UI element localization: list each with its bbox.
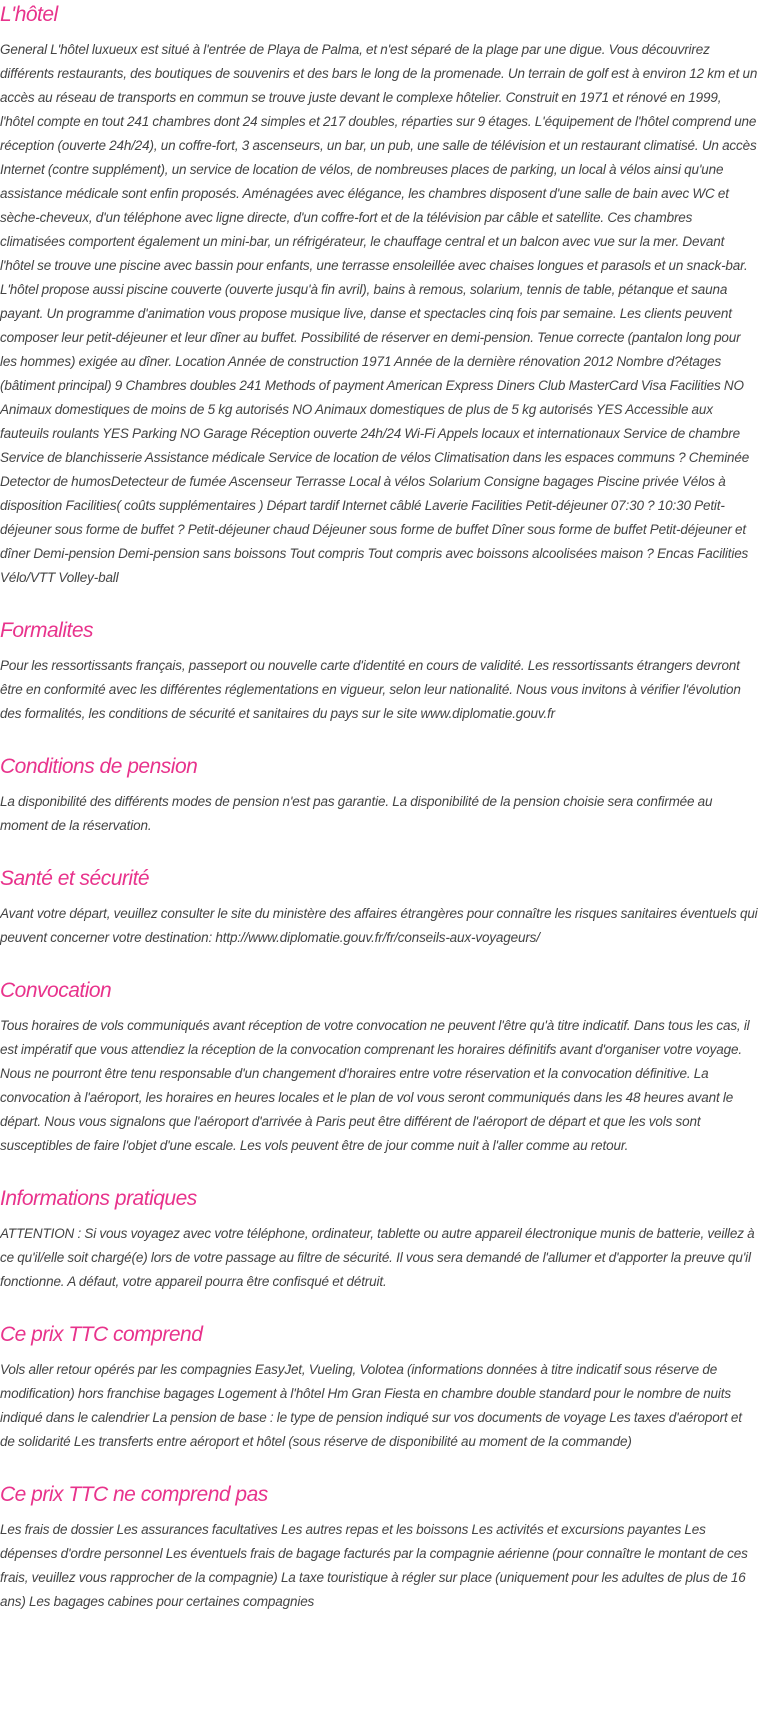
section-sante-securite — [0, 864, 758, 950]
section-body-informations-pratiques: ATTENTION : Si vous voyagez avec votre téléphone, ordinateur, tablette ou autre appareil électronique munis de batterie, veillez à ce qu'il/elle soit chargé(e) lors de votre passage au filtre de sécurité. Il vous sera demandé de l'allumer et d'apporter la preuve qu'il fonctionne. A défaut, votre appareil pourra être confisqué et détruit. — [0, 1226, 755, 1289]
section-formalites — [0, 616, 758, 726]
section-title-sante-securite: Santé et sécurité — [0, 867, 150, 890]
section-body-formalites: Pour les ressortissants français, passeport ou nouvelle carte d'identité en cours de validité. Les ressortissants étrangers devront être en conformité avec les différentes réglementations en vigueur, selon leur nationalité. Nous vous invitons à vérifier l'évolution des formalités, les conditions de sécurité et sanitaires du pays sur le site www.diplomatie.gouv.fr — [0, 658, 741, 721]
section-conditions-pension — [0, 752, 758, 838]
section-title-formalites: Formalites — [0, 619, 94, 642]
section-title-convocation: Convocation — [0, 979, 112, 1002]
section-body-convocation: Tous horaires de vols communiqués avant réception de votre convocation ne peuvent l'être qu'à titre indicatif. Dans tous les cas, il est impératif que vous attendiez la réception de la convocation comprenant les horaires définitifs avant d'organiser votre voyage. Nous ne pourront être tenu responsable d'un changement d'horaires entre votre réservation et la convocation définitive. La convocation à l'aéroport, les horaires en heures locales et le plan de vol vous seront communiqués dans les 48 heures avant le départ. Nous vous signalons que l'aéroport d'arrivée à Paris peut être différent de l'aéroport de départ et que les vols sont susceptibles de faire l'objet d'une escale. Les vols peuvent être de jour comme nuit à l'aller comme au retour. — [0, 1018, 750, 1153]
section-title-hotel: L'hôtel — [0, 3, 58, 26]
section-body-hotel: General L'hôtel luxueux est situé à l'entrée de Playa de Palma, et n'est séparé de la plage par une digue. Vous découvrirez différents restaurants, des boutiques de souvenirs et des bars le long de la promenade. Un terrain de golf est à environ 12 km et un accès au réseau de transports en commun se trouve juste devant le complexe hôtelier. Construit en 1971 et rénové en 1999, l'hôtel compte en tout 241 chambres dont 24 simples et 217 doubles, réparties sur 9 étages. L'équipement de l'hôtel comprend une réception (ouverte 24h/24), un coffre-fort, 3 ascenseurs, un bar, un pub, une salle de télévision et un restaurant climatisé. Un accès Internet (contre supplément), un service de location de vélos, de nombreuses places de parking, un local à vélos ainsi qu'une assistance médicale sont enfin proposés. Aménagées avec élégance, les chambres disposent d'une salle de bain avec WC et sèche-cheveux, d'un téléphone avec ligne directe, d'un coffre-fort et de la télévision par câble et satellite. Ces chambres climatisées comportent également un mini-bar, un réfrigérateur, le chauffage central et un balcon avec vue sur la mer. Devant l'hôtel se trouve une piscine avec bassin pour enfants, une terrasse ensoleillée avec chaises longues et parasols et un snack-bar. L'hôtel propose aussi piscine couverte (ouverte jusqu'à fin avril), bains à remous, solarium, tennis de table, pétanque et sauna payant. Un programme d'animation vous propose musique live, danse et spectacles cinq fois par semaine. Les clients peuvent composer leur petit-déjeuner et leur dîner au buffet. Possibilité de réserver en demi-pension. Tenue correcte (pantalon long pour les hommes) exigée au dîner. Location Année de construction 1971 Année de la dernière rénovation 2012 Nombre d?étages (bâtiment principal) 9 Chambres doubles 241 Methods of payment American Express Diners Club MasterCard Visa Facilities NO Animaux domestiques de moins de 5 kg autorisés NO Animaux domestiques de plus de 5 kg autorisés YES Accessible aux fauteuils roulants YES Parking NO Garage Réception ouverte 24h/24 Wi-Fi Appels locaux et internationaux Service de chambre Service de blanchisserie Assistance médicale Service de location de vélos Climatisation dans les espaces communs ? Cheminée Detector de humosDetecteur de fumée Ascenseur Terrasse Local à vélos Solarium Consigne bagages Piscine privée Vélos à disposition Facilities( coûts supplémentaires ) Départ tardif Internet câblé Laverie Facilities Petit-déjeuner 07:30 ? 10:30 Petit-déjeuner sous forme de buffet ? Petit-déjeuner chaud Déjeuner sous forme de buffet Dîner sous forme de buffet Petit-déjeuner et dîner Demi-pension Demi-pension sans boissons Tout compris Tout compris avec boissons alcoolisées maison ? Encas Facilities Vélo/VTT Volley-ball — [0, 42, 758, 585]
section-title-informations-pratiques: Informations pratiques — [0, 1187, 197, 1210]
section-body-prix-ne-comprend-pas: Les frais de dossier Les assurances facultatives Les autres repas et les boissons Les activités et excursions payantes Les dépenses d'ordre personnel Les éventuels frais de bagage facturés par la compagnie aérienne (pour connaître le montant de ces frais, veuillez vous rapprocher de la compagnie) La taxe touristique à régler sur place (uniquement pour les adultes de plus de 16 ans) Les bagages cabines pour certaines compagnies — [0, 1522, 748, 1609]
section-prix-ne-comprend-pas — [0, 1480, 758, 1614]
section-body-conditions-pension: La disponibilité des différents modes de pension n'est pas garantie. La disponibilité de la pension choisie sera confirmée au moment de la réservation. — [0, 794, 713, 833]
section-prix-comprend — [0, 1320, 758, 1454]
section-title-prix-ne-comprend-pas: Ce prix TTC ne comprend pas — [0, 1483, 268, 1506]
section-body-sante-securite: Avant votre départ, veuillez consulter le site du ministère des affaires étrangères pour connaître les risques sanitaires éventuels qui peuvent concerner votre destination: http://www.diplomatie.gouv.fr/fr/conseils-aux-voyageurs/ — [0, 906, 758, 945]
section-title-conditions-pension: Conditions de pension — [0, 755, 198, 778]
section-body-prix-comprend: Vols aller retour opérés par les compagnies EasyJet, Vueling, Volotea (informations données à titre indicatif sous réserve de modification) hors franchise bagages Logement à l'hôtel Hm Gran Fiesta en chambre double standard pour le nombre de nuits indiqué dans le calendrier La pension de base : le type de pension indiqué sur vos documents de voyage Les taxes d'aéroport et de solidarité Les transferts entre aéroport et hôtel (sous réserve de disponibilité au moment de la commande) — [0, 1362, 742, 1449]
section-title-prix-comprend: Ce prix TTC comprend — [0, 1323, 203, 1346]
section-hotel — [0, 0, 758, 590]
section-informations-pratiques — [0, 1184, 758, 1294]
section-convocation — [0, 976, 758, 1158]
